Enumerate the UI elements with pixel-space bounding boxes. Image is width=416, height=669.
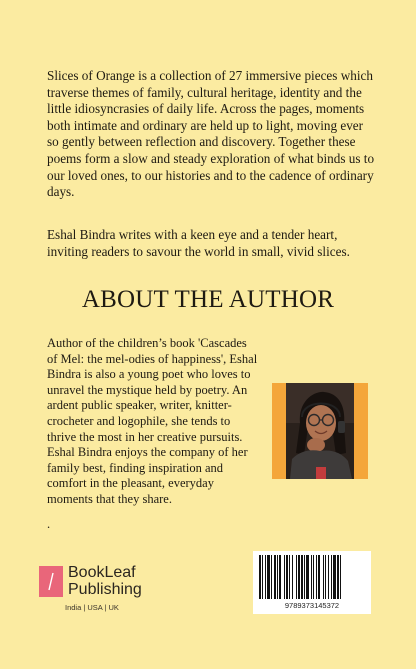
author-portrait-image xyxy=(286,383,354,479)
blurb-paragraph-1: Slices of Orange is a collection of 27 immersive pieces which traverse themes of family, cultural heritage, identity and the little idiosyncrasies of daily life. Across the pages, moments both intimate and ordinary are held up to light, moving ever so gently between reflection and discovery. Together these poems form a slow and steady exploration of what binds us to our loved ones, to our histories and to the cadence of ordinary days. xyxy=(47,68,375,200)
barcode-bars xyxy=(259,555,365,599)
about-author-heading: ABOUT THE AUTHOR xyxy=(81,286,335,313)
publisher-name: BookLeaf xyxy=(68,564,136,581)
publisher-regions: India | USA | UK xyxy=(65,603,119,612)
author-photo xyxy=(272,383,368,479)
author-bio: Author of the children’s book 'Cascades of Mel: the mel-odies of happiness', Eshal Bindra is also a young poet who loves to unravel the mystique held by poetry. An ardent public speaker, writer, knitter-crocheter and logophile, she tends to thrive the most in her creative pursuits. Eshal Bindra enjoys the company of her family best, finding inspiration and comfort in the pleasant, everyday moments that they share. xyxy=(47,336,258,506)
publisher-name-line2: Publishing xyxy=(68,581,142,598)
bookleaf-logo-icon xyxy=(39,566,63,597)
blurb-paragraph-2: Eshal Bindra writes with a keen eye and a tender heart, inviting readers to savour the world in small, vivid slices. xyxy=(47,227,350,259)
isbn-barcode xyxy=(253,551,371,614)
trailing-dot: . xyxy=(47,517,51,531)
isbn-number: 9789373145372 xyxy=(284,601,340,610)
publisher-logo xyxy=(39,563,169,615)
